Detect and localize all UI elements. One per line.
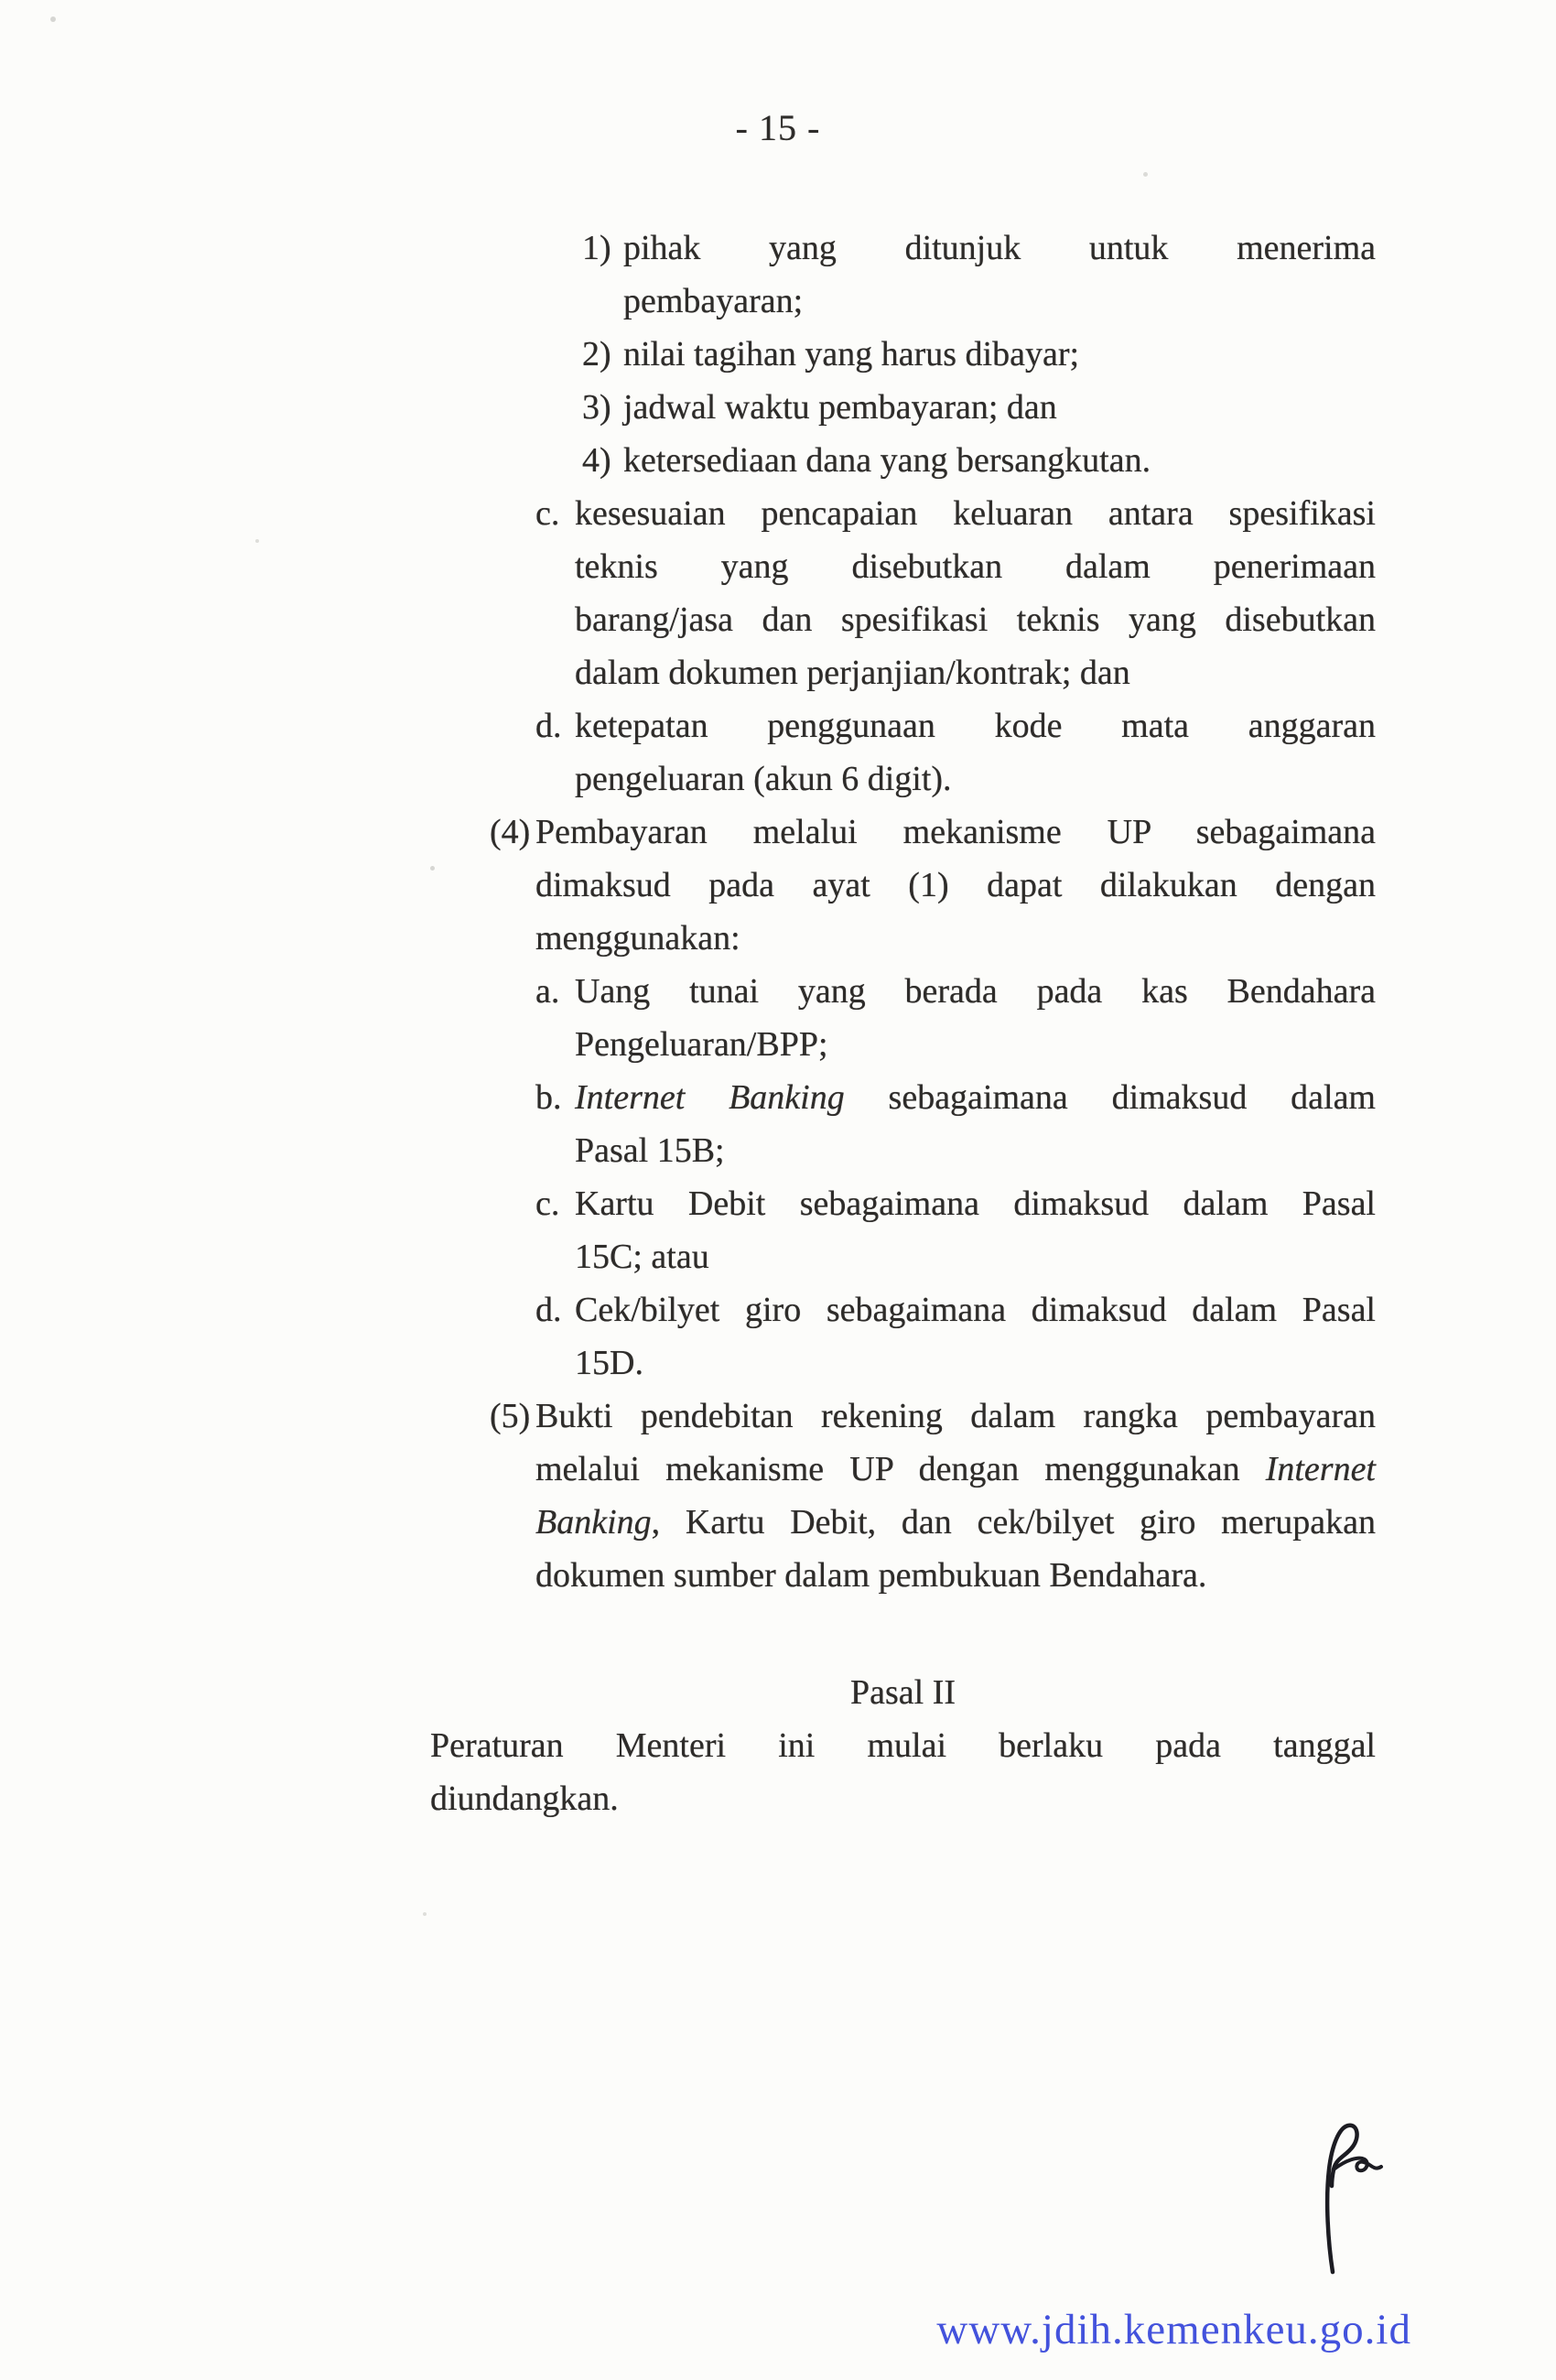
text-run: Cek/bilyet giro sebagaimana dimaksud dalam Pasal <box>575 1291 1376 1329</box>
list-item <box>535 965 1376 1071</box>
text-line <box>575 1018 1376 1071</box>
text-run: sebagaimana dimaksud dalam <box>844 1078 1376 1117</box>
text-run: jadwal waktu pembayaran; dan <box>623 388 1057 427</box>
list-item <box>535 1177 1376 1283</box>
text-line <box>575 1336 1376 1390</box>
text-run: Pengeluaran/BPP; <box>575 1025 828 1064</box>
text-line <box>623 434 1376 487</box>
text-line <box>535 1549 1376 1602</box>
text-run: , Kartu Debit, dan cek/bilyet giro merupakan <box>651 1503 1376 1542</box>
text-line <box>430 1666 1376 1719</box>
scan-artifact <box>255 539 259 543</box>
list-marker: 4) <box>582 441 611 480</box>
text-line <box>575 699 1376 752</box>
footer-url: www.jdih.kemenkeu.go.id <box>936 2306 1411 2353</box>
text-run: diundangkan. <box>430 1780 619 1818</box>
text-line <box>535 806 1376 859</box>
list-item <box>582 222 1376 328</box>
text-run: teknis yang disebutkan dalam penerimaan <box>575 547 1376 586</box>
list-marker: 3) <box>582 388 611 427</box>
list-marker: c. <box>535 1185 560 1223</box>
text-run: nilai tagihan yang harus dibayar; <box>623 335 1080 373</box>
scan-artifact <box>423 1912 427 1916</box>
signature-paraf <box>1311 2116 1398 2277</box>
text-line <box>535 1496 1376 1549</box>
text-line <box>575 1071 1376 1124</box>
text-line <box>575 646 1376 699</box>
list-marker: (5) <box>490 1397 531 1435</box>
text-run: pengeluaran (akun 6 digit). <box>575 760 952 798</box>
list-item <box>582 434 1376 487</box>
text-line <box>430 1719 1376 1772</box>
list-item <box>535 487 1376 699</box>
text-line <box>623 222 1376 275</box>
document-body <box>430 222 1376 1825</box>
scan-artifact <box>430 866 435 871</box>
italic-text-run: Internet <box>1265 1450 1376 1488</box>
italic-text-run: Internet Banking <box>575 1078 845 1117</box>
text-line <box>535 1443 1376 1496</box>
text-run: Uang tunai yang berada pada kas Bendahara <box>575 972 1376 1011</box>
text-run: barang/jasa dan spesifikasi teknis yang disebutkan <box>575 600 1376 639</box>
text-run: 15D. <box>575 1344 643 1382</box>
text-line <box>535 859 1376 912</box>
list-marker: a. <box>535 972 560 1011</box>
list-marker: 1) <box>582 229 611 267</box>
list-item <box>490 1390 1376 1602</box>
text-line <box>575 752 1376 806</box>
scan-artifact <box>1143 172 1148 177</box>
text-line <box>575 1283 1376 1336</box>
text-run: Pembayaran melalui mekanisme UP sebagaimana <box>535 813 1376 851</box>
text-line <box>575 965 1376 1018</box>
list-item <box>535 1283 1376 1390</box>
text-run: Bukti pendebitan rekening dalam rangka pembayaran <box>535 1397 1376 1435</box>
scan-artifact <box>50 16 56 22</box>
text-line <box>575 540 1376 593</box>
text-line <box>535 912 1376 965</box>
text-line <box>575 593 1376 646</box>
text-run: pihak yang ditunjuk untuk menerima <box>623 229 1376 267</box>
text-run: 15C; atau <box>575 1238 709 1276</box>
text-run: Pasal II <box>849 1673 956 1712</box>
page-number: - 15 - <box>735 107 821 148</box>
list-item <box>582 328 1376 381</box>
list-marker: b. <box>535 1078 562 1117</box>
text-run: dalam dokumen perjanjian/kontrak; dan <box>575 654 1130 692</box>
text-line <box>430 1772 1376 1825</box>
text-run: Pasal 15B; <box>575 1131 725 1170</box>
text-run: pembayaran; <box>623 282 804 320</box>
list-item <box>490 806 1376 965</box>
text-line <box>623 381 1376 434</box>
text-run: kesesuaian pencapaian keluaran antara spesifikasi <box>575 494 1376 533</box>
list-marker: c. <box>535 494 560 533</box>
text-line <box>623 328 1376 381</box>
paragraph <box>430 1719 1376 1825</box>
italic-text-run: Banking <box>535 1503 652 1542</box>
text-run: dokumen sumber dalam pembukuan Bendahara. <box>535 1556 1207 1595</box>
text-run: melalui mekanisme UP dengan menggunakan <box>535 1450 1266 1488</box>
text-run: dimaksud pada ayat (1) dapat dilakukan dengan <box>535 866 1376 904</box>
signature-stroke <box>1311 2116 1398 2277</box>
text-run: Peraturan Menteri ini mulai berlaku pada tanggal <box>430 1726 1376 1765</box>
text-run: ketepatan penggunaan kode mata anggaran <box>575 707 1376 745</box>
text-line <box>575 1230 1376 1283</box>
text-line <box>535 1390 1376 1443</box>
text-line <box>623 275 1376 328</box>
text-line <box>575 1177 1376 1230</box>
list-item <box>535 1071 1376 1177</box>
text-run: menggunakan: <box>535 919 740 957</box>
list-marker: 2) <box>582 335 611 373</box>
list-marker: d. <box>535 1291 562 1329</box>
text-line <box>575 1124 1376 1177</box>
list-marker: d. <box>535 707 562 745</box>
list-item <box>582 381 1376 434</box>
text-line <box>575 487 1376 540</box>
list-marker: (4) <box>490 813 531 851</box>
section-heading <box>430 1666 1376 1719</box>
text-run: ketersediaan dana yang bersangkutan. <box>623 441 1151 480</box>
list-item <box>535 699 1376 806</box>
text-run: Kartu Debit sebagaimana dimaksud dalam Pasal <box>575 1185 1376 1223</box>
